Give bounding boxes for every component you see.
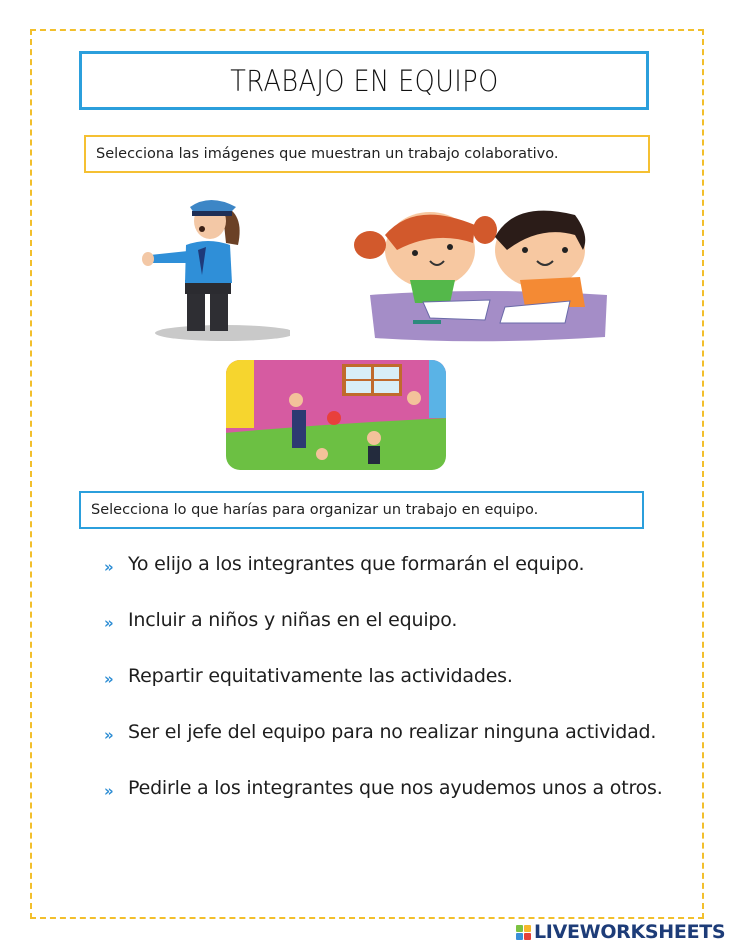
instruction-organize	[79, 491, 644, 529]
bullet-icon: »	[104, 614, 114, 632]
option-text: Pedirle a los integrantes que nos ayudemos unos a otros.	[128, 777, 663, 799]
title-box	[79, 51, 649, 110]
option-item[interactable]	[104, 553, 664, 609]
police-officer-image[interactable]	[130, 185, 290, 345]
instruction-organize-text: Selecciona lo que harías para organizar un trabajo en equipo.	[91, 502, 539, 518]
instruction-images	[84, 135, 650, 173]
liveworksheets-logo-icon	[516, 925, 531, 940]
option-text: Repartir equitativamente las actividades.	[128, 665, 513, 687]
option-item[interactable]	[104, 777, 664, 833]
bullet-icon: »	[104, 726, 114, 744]
bullet-icon: »	[104, 782, 114, 800]
children-writing-image[interactable]	[345, 195, 615, 345]
brand-name: LIVEWORKSHEETS	[534, 921, 726, 943]
option-item[interactable]	[104, 665, 664, 721]
option-list	[104, 553, 664, 833]
bullet-icon: »	[104, 670, 114, 688]
instruction-images-text: Selecciona las imágenes que muestran un trabajo colaborativo.	[96, 146, 559, 162]
option-item[interactable]	[104, 721, 664, 777]
option-text: Ser el jefe del equipo para no realizar ninguna actividad.	[128, 721, 657, 743]
bullet-icon: »	[104, 558, 114, 576]
option-item[interactable]	[104, 609, 664, 665]
liveworksheets-brand[interactable]	[516, 921, 725, 943]
family-garden-image[interactable]	[224, 358, 448, 472]
page-title: TRABAJO EN EQUIPO	[229, 63, 499, 98]
option-text: Yo elijo a los integrantes que formarán el equipo.	[128, 553, 585, 575]
option-text: Incluir a niños y niñas en el equipo.	[128, 609, 458, 631]
